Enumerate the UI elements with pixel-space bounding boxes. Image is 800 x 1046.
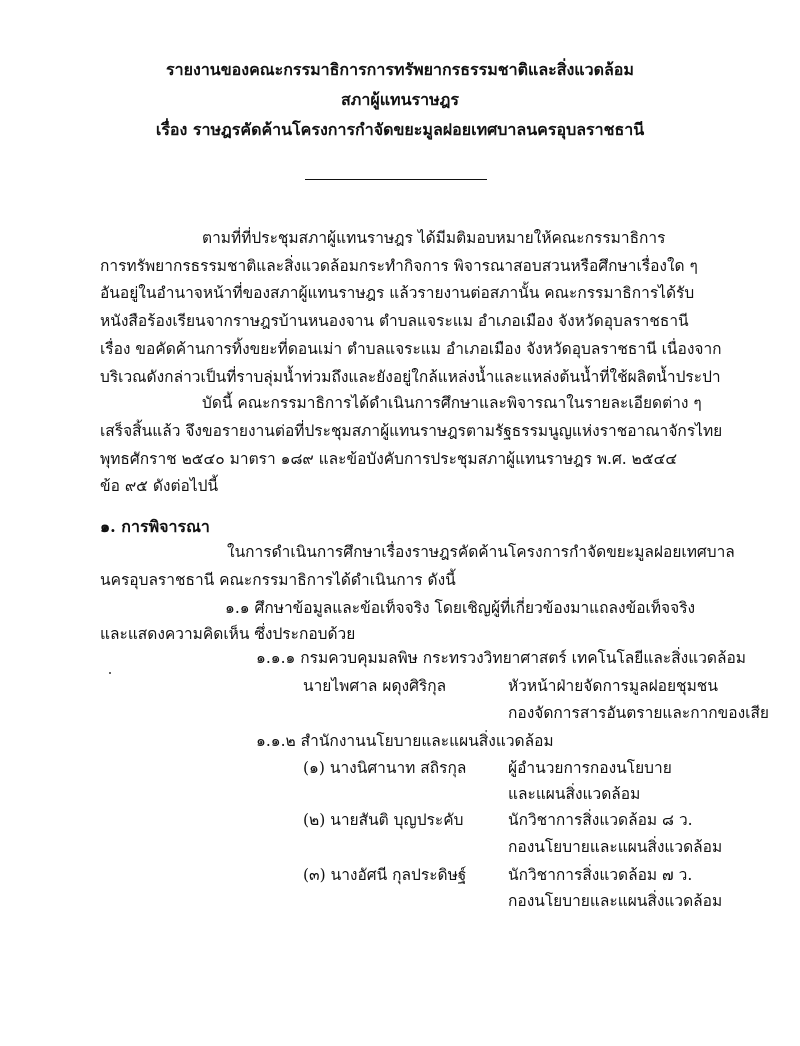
intro-line: ตามที่ที่ประชุมสภาผู้แทนราษฎร ได้มีมติมอบหมายให้คณะกรรมาธิการ <box>202 229 666 247</box>
intro-line: บริเวณดังกล่าวเป็นที่ราบลุ่มน้ำท่วมถึงและยังอยู่ใกล้แหล่งน้ำและแหล่งต้นน้ำที่ใช้ผลิตน้ำประปา <box>100 368 721 386</box>
scan-speck <box>109 672 111 674</box>
report-title-line1: รายงานของคณะกรรมาธิการการทรัพยากรธรรมชาติและสิ่งแวดล้อม <box>166 60 634 79</box>
sub-1-1-1-title: ๑.๑.๑ กรมควบคุมมลพิษ กระทรวงวิทยาศาสตร์ เทคโนโลยีและสิ่งแวดล้อม <box>256 649 747 667</box>
intro-line: เรื่อง ขอคัดค้านการทิ้งขยะที่ดอนเม่า ตำบลแจระแม อำเภอเมือง จังหวัดอุบลราชธานี เนื่องจาก <box>100 340 722 358</box>
intro-line: อันอยู่ในอำนาจหน้าที่ของสภาผู้แทนราษฎร แล้วรายงานต่อสภานั้น คณะกรรมาธิการได้รับ <box>100 284 695 302</box>
para2-line: พุทธศักราช ๒๕๔๐ มาตรา ๑๘๙ และข้อบังคับการประชุมสภาผู้แทนราษฎร พ.ศ. ๒๕๔๔ <box>100 450 678 468</box>
sub-1-1-1-position-line1: หัวหน้าฝ่ายจัดการมูลฝอยชุมชน <box>508 677 718 695</box>
person-position-line1: นักวิชาการสิ่งแวดล้อม ๗ ว. <box>508 866 693 884</box>
section1-intro-line2: นครอุบลราชธานี คณะกรรมาธิการได้ดำเนินการ ดังนี้ <box>100 571 456 589</box>
sub-1-1-2-title: ๑.๑.๒ สำนักงานนโยบายและแผนสิ่งแวดล้อม <box>256 732 554 750</box>
section1-heading: ๑. การพิจารณา <box>100 517 210 536</box>
report-title-line2: สภาผู้แทนราษฎร <box>341 90 459 109</box>
person-name: (๒) นายสันติ บุญประคับ <box>303 811 464 829</box>
para2-line: ข้อ ๙๕ ดังต่อไปนี้ <box>100 477 219 495</box>
section1-intro-line1: ในการดำเนินการศึกษาเรื่องราษฎรคัดค้านโครงการกำจัดขยะมูลฝอยเทศบาล <box>227 543 735 561</box>
person-position-line1: ผู้อำนวยการกองนโยบาย <box>508 759 672 777</box>
person-position-line2: และแผนสิ่งแวดล้อม <box>508 785 641 803</box>
para2-line: บัดนี้ คณะกรรมาธิการได้ดำเนินการศึกษาและพิจารณาในรายละเอียดต่าง ๆ <box>202 394 702 412</box>
report-title-line3: เรื่อง ราษฎรคัดค้านโครงการกำจัดขยะมูลฝอยเทศบาลนครอุบลราชธานี <box>155 120 645 139</box>
title-separator-line <box>305 179 487 180</box>
intro-line: หนังสือร้องเรียนจากราษฎรบ้านหนองจาน ตำบลแจระแม อำเภอเมือง จังหวัดอุบลราชธานี <box>100 312 689 330</box>
person-position-line1: นักวิชาการสิ่งแวดล้อม ๘ ว. <box>508 811 693 829</box>
item-1-1-line1: ๑.๑ ศึกษาข้อมูลและข้อเท็จจริง โดยเชิญผู้ที่เกี่ยวข้องมาแถลงข้อเท็จจริง <box>225 599 696 617</box>
item-1-1-line2: และแสดงความคิดเห็น ซึ่งประกอบด้วย <box>100 625 356 643</box>
para2-line: เสร็จสิ้นแล้ว จึงขอรายงานต่อที่ประชุมสภาผู้แทนราษฎรตามรัฐธรรมนูญแห่งราชอาณาจักรไทย <box>100 422 723 440</box>
sub-1-1-1-person-name: นายไพศาล ผดุงศิริกุล <box>303 677 447 695</box>
intro-line: การทรัพยากรธรรมชาติและสิ่งแวดล้อมกระทำกิจการ พิจารณาสอบสวนหรือศึกษาเรื่องใด ๆ <box>100 257 698 275</box>
person-position-line2: กองนโยบายและแผนสิ่งแวดล้อม <box>508 838 723 856</box>
person-name: (๓) นางอัศนี กุลประดิษฐ์ <box>303 866 467 884</box>
person-name: (๑) นางนิศานาท สถิรกุล <box>303 759 467 777</box>
person-position-line2: กองนโยบายและแผนสิ่งแวดล้อม <box>508 892 723 910</box>
sub-1-1-1-position-line2: กองจัดการสารอันตรายและกากของเสีย <box>508 704 769 722</box>
